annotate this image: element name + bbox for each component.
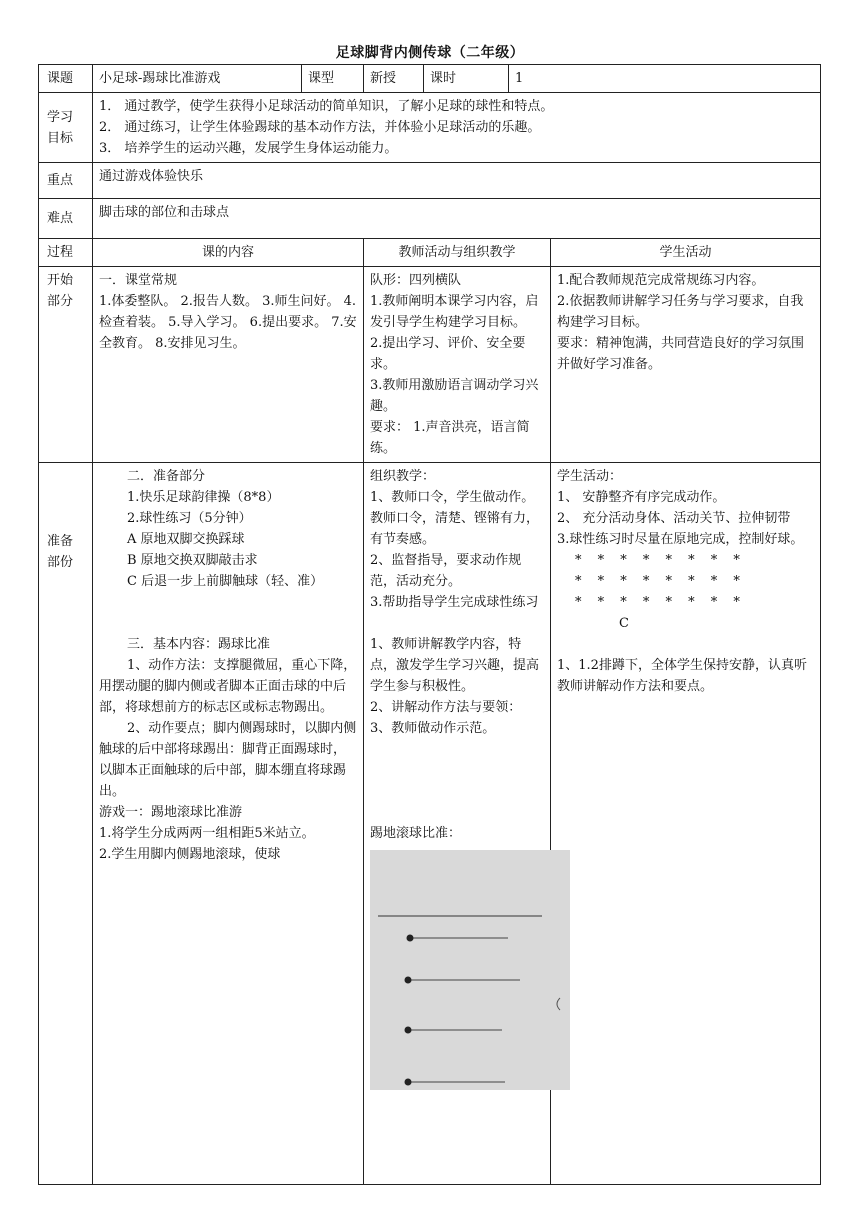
col-header-student: 学生活动 [551, 239, 821, 267]
goals-list [93, 93, 821, 163]
col-header-content: 课的内容 [93, 239, 364, 267]
start-student: 1.配合教师规范完成常规练习内容。 2.依据教师讲解学习任务与学习要求，自我构建学习目标。 要求：精神饱满，共同营造良好的学习氛围并做好学习准备。 [551, 267, 821, 463]
goal-item: 2． 通过练习，让学生体验踢球的基本动作方法，并体验小足球活动的乐趣。 [99, 120, 541, 135]
difficulty-value: 脚击球的部位和击球点 [93, 199, 821, 239]
game-caption: 踢地滚球比准： [370, 826, 462, 841]
difficulty-label: 难点 [39, 199, 93, 239]
prep-content: 二．准备部分 1.快乐足球韵律操（8*8） 2.球性练习（5分钟） A 原地双脚交换踩球 B 原地交换双脚敲击求 C 后退一步上前脚触球（轻、准） 三．基本内容：踢球比准 1、动作方法：支撑腿微屈，重心下降，用摆动腿的脚内侧或者脚本正面击球的中后部，将球想前方的标志区或标志物踢出。 2、动作要点；脚内侧踢球时，以脚内侧触球的后中部将球踢出：脚背正面踢球时，以脚本正面触球的后中部，脚本绷直将球踢出。 游戏一：踢地滚球比准游 1.将学生分成两两一组相距5米站立。 2.学生用脚内侧踢地滚球，使球 [93, 463, 364, 1185]
key-point-value: 通过游戏体验快乐 [93, 163, 821, 199]
col-header-teacher: 教师活动与组织教学 [364, 239, 551, 267]
formation-row: * * * * * * * * [575, 553, 746, 568]
key-point-label: 重点 [39, 163, 93, 199]
start-label: 开始 部分 [39, 267, 93, 463]
prep-student: 学生活动： 1、 安静整齐有序完成动作。 2、 充分活动身体、活动关节、拉伸韧带 3.球性练习时尽量在原地完成，控制好球。 * * * * * * * * * * * * * * * * * * * * * * * * C 1、1.2排蹲下，全体学生保持安静，认真听教师讲解动作方法和要点。 [551, 463, 821, 1185]
type-label: 课型 [302, 65, 364, 93]
prep-label: 准备 部份 [39, 463, 93, 1185]
prep-teacher: 组织教学： 1、教师口令，学生做动作。教师口令，清楚、铿锵有力，有节奏感。 2、监督指导，要求动作规范，活动充分。 3.帮助指导学生完成球性练习 1、教师讲解教学内容，特点，激发学生学习兴趣，提高学生参与积极性。 2、讲解动作方法与要领： 3、教师做动作示范。 踢地滚球比准： [364, 463, 551, 1185]
type-value: 新授 [364, 65, 424, 93]
start-content: 一．课堂常规 1.体委整队。 2.报告人数。 3.师生问好。 4.检查着装。 5.导入学习。 6.提出要求。 7.安全教育。 8.安排见习生。 [93, 267, 364, 463]
formation-teacher: C [619, 616, 629, 631]
start-teacher: 队形：四列横队 1.教师阐明本课学习内容，启发引导学生构建学习目标。 2.提出学习、评价、安全要求。 3.教师用激励语言调动学习兴趣。 要求： 1.声音洪亮，语言简练。 [364, 267, 551, 463]
field-diagram-photo [370, 850, 570, 1090]
formation-row: * * * * * * * * [575, 574, 746, 589]
goal-item: 1． 通过教学，使学生获得小足球活动的简单知识，了解小足球的球性和特点。 [99, 99, 554, 114]
hours-label: 课时 [424, 65, 509, 93]
goals-label: 学习 目标 [39, 93, 93, 163]
goal-item: 3． 培养学生的运动兴趣，发展学生身体运动能力。 [99, 141, 398, 156]
topic-label: 课题 [39, 65, 93, 93]
lesson-plan-table [38, 64, 821, 1185]
topic-value: 小足球-踢球比准游戏 [93, 65, 302, 93]
hours-value: 1 [509, 65, 821, 93]
col-header-process: 过程 [39, 239, 93, 267]
formation-row: * * * * * * * * [575, 595, 746, 610]
page-title: 足球脚背内侧传球（二年级） [335, 45, 525, 61]
